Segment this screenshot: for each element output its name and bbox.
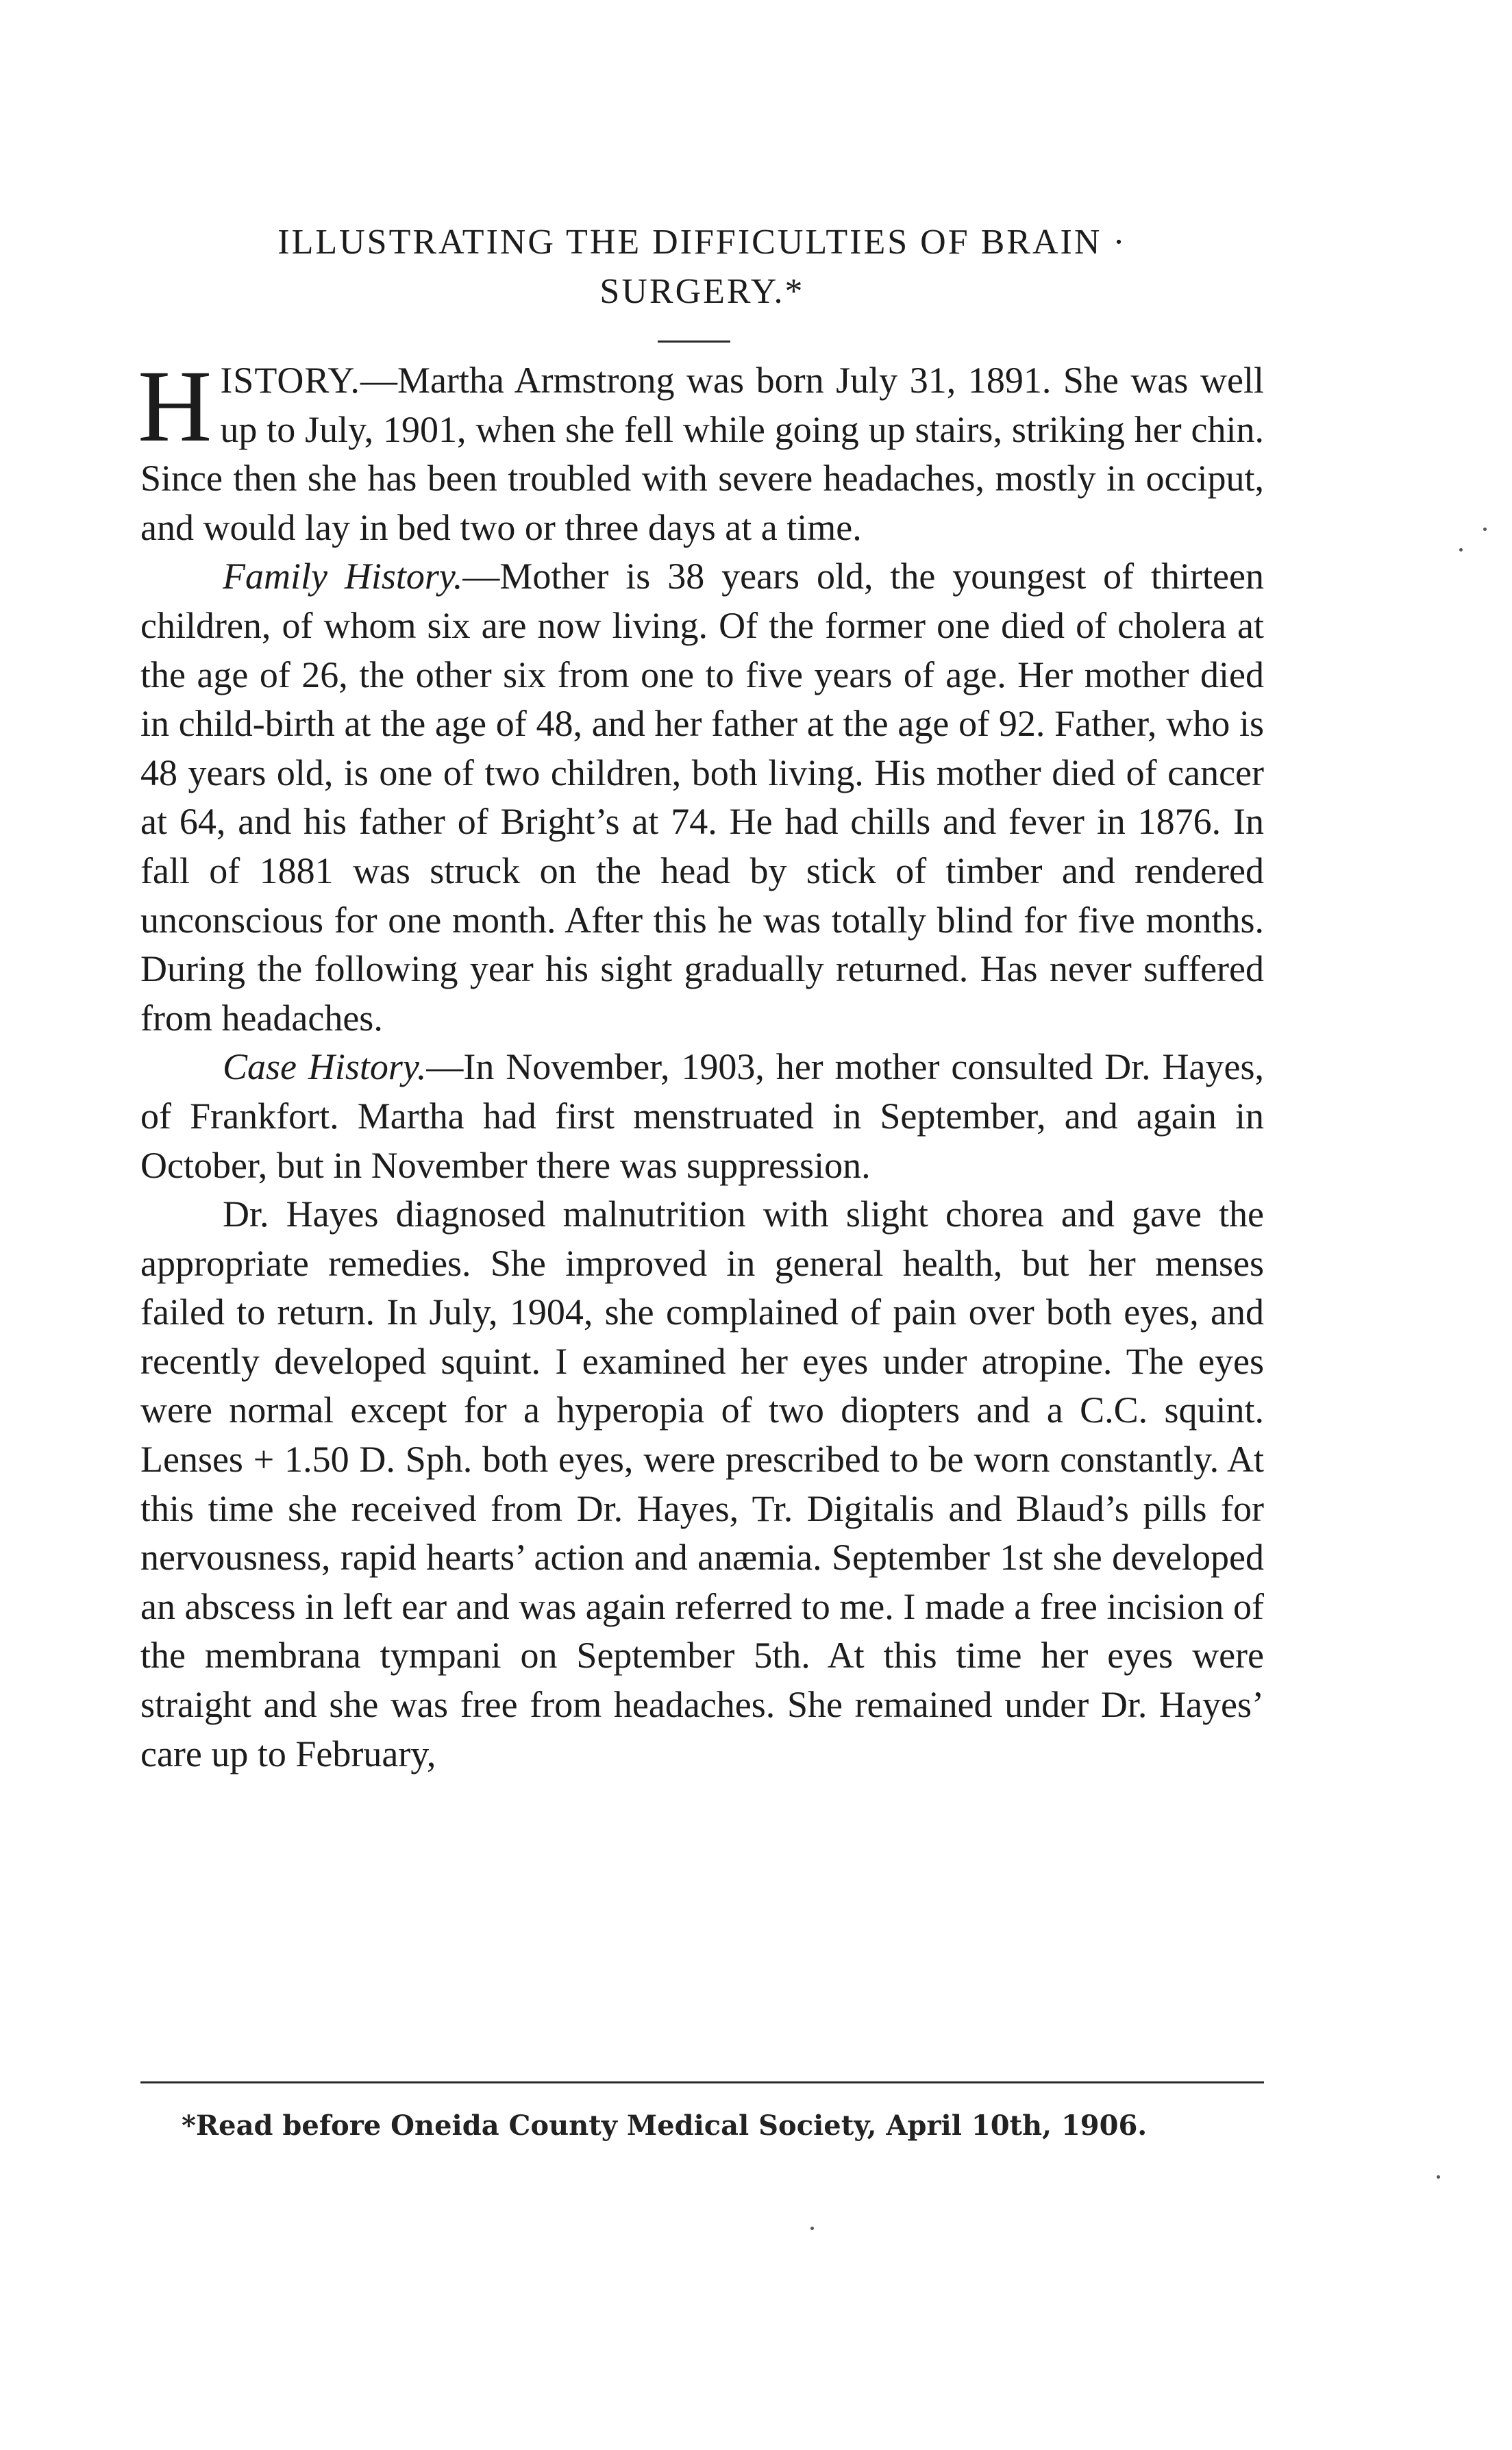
family-history-text: —Mother is 38 years old, the youngest of thirteen children, of whom six are now living. Of the former one died of cholera at the age of 26, the other six from one to five years of age. Her mother died in child-birth at the age of 48, and her father at the age of 92. Father, who is 48 years old, is one of two children, both living. His mother died of cancer at 64, and his father of Bright’s at 74. He had chills and fever in 1876. In fall of 1881 was struck on the head by stick of timber and rendered unconscious for one month. After this he was totally blind for five months. During the following year his sight gradually returned. Has never suffered from headaches. bbox=[140, 556, 1264, 1039]
case-history-heading: Case History. bbox=[223, 1046, 427, 1088]
article-title bbox=[140, 218, 1264, 317]
footnote-divider bbox=[140, 2081, 1264, 2083]
article-body bbox=[138, 349, 1264, 1779]
title-line-2: SURGERY.* bbox=[599, 272, 805, 311]
family-history-heading: Family History. bbox=[223, 556, 463, 597]
paragraph-family-history bbox=[140, 552, 1264, 1043]
title-divider bbox=[658, 341, 730, 343]
treatment-text: Dr. Hayes diagnosed malnutrition with slight chorea and gave the appropriate remedies. She improved in general health, but her menses failed to return. In July, 1904, she complained of pain over both eyes, and recently developed squint. I examined her eyes under atropine. The eyes were normal except for a hyperopia of two diopters and a C.C. squint. Lenses + 1.50 D. Sph. both eyes, were prescribed to be worn constantly. At this time she received from Dr. Hayes, Tr. Digitalis and Blaud’s pills for nervousness, rapid hearts’ action and anæmia. September 1st she developed an abscess in left ear and was again referred to me. I made a free incision of the membrana tympani on September 5th. At this time her eyes were straight and she was free from headaches. She remained under Dr. Hayes’ care up to February, bbox=[140, 1193, 1264, 1774]
scan-speck bbox=[1459, 548, 1463, 552]
case-history-text: —In November, 1903, her mother consulted Dr. Hayes, of Frankfort. Martha had first menstruated in September, and again in October, but in November there was suppression. bbox=[140, 1046, 1264, 1186]
footnote: *Read before Oneida County Medical Society, April 10th, 1906. bbox=[182, 2109, 1148, 2142]
paragraph-history bbox=[138, 349, 1264, 552]
scan-speck bbox=[810, 2227, 814, 2230]
drop-cap: H bbox=[138, 349, 212, 463]
title-line-1: ILLUSTRATING THE DIFFICULTIES OF BRAIN · bbox=[277, 223, 1127, 262]
history-lead: ISTORY. bbox=[220, 360, 360, 401]
paragraph-treatment bbox=[140, 1190, 1264, 1779]
paragraph-case-history bbox=[140, 1043, 1264, 1190]
history-text: —Martha Armstrong was born July 31, 1891. She was well up to July, 1901, when she fell while going up stairs, striking her chin. Since then she has been troubled with severe headaches, mostly in occiput, and would lay in bed two or three days at a time. bbox=[140, 360, 1264, 548]
scan-speck bbox=[1437, 2175, 1440, 2179]
scan-speck bbox=[1483, 528, 1487, 531]
